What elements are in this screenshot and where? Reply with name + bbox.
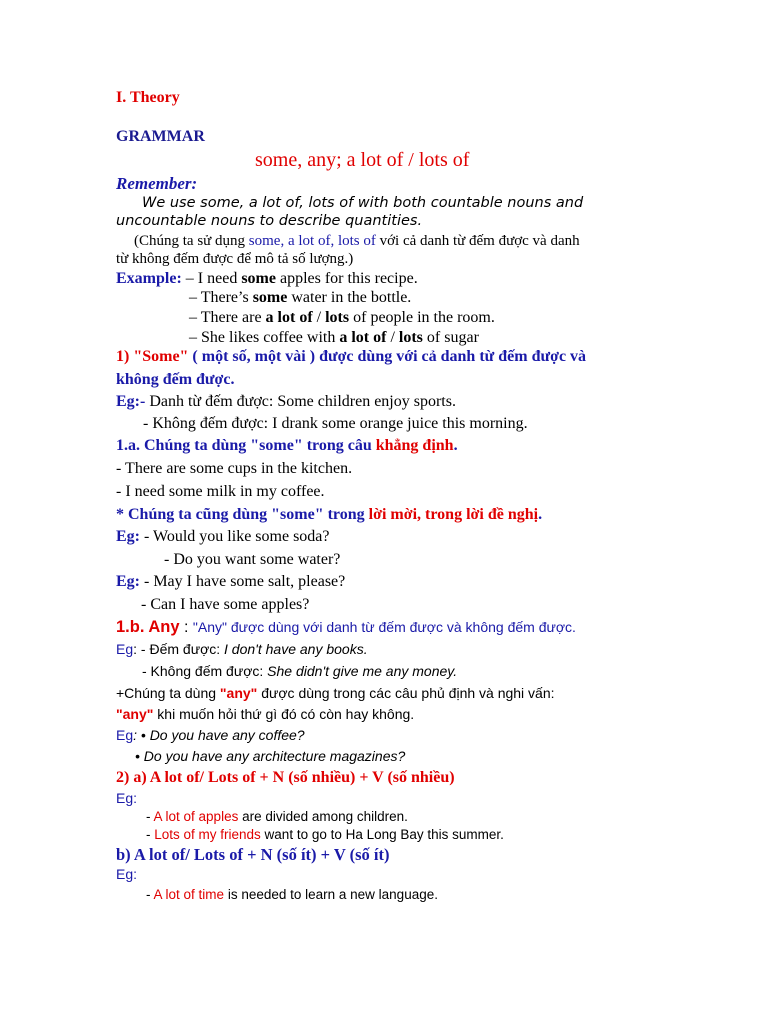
sub-1b-eg1-pre: : - Đếm được: [133,641,225,657]
sub-1b-note2-post: khi muốn hỏi thứ gì đó có còn hay không. [153,706,415,722]
sub-1b-eg-line-1 [116,641,368,657]
alot-a-ex2-post: want to go to Ha Long Bay this summer. [260,827,504,842]
invite-pre: * Chúng ta cũng dùng "some" trong [116,506,369,523]
remember-vi-suffix: với cả danh từ đếm được và danh [375,233,580,249]
sub-1b-eg3-label: Eg [116,727,134,743]
sub-1a-ex-1: - There are some cups in the kitchen. [116,460,353,477]
sub-1b-eg-line-3 [116,727,305,743]
remember-vi-line-1 [134,233,580,250]
remember-vi-prefix: (Chúng ta sử dụng [134,233,249,249]
remember-vi-terms: some, a lot of, lots of [248,233,376,249]
invite-eg-label: Eg: [116,528,140,545]
example-line-4 [189,329,479,347]
alot-b-heading: b) A lot of/ Lots of + N (số ít) + V (số ít) [116,845,390,864]
invite-eg3-label: Eg: [116,573,140,590]
sub-1a-highlight: khẳng định [375,437,454,454]
alot-a-heading [116,769,455,787]
example-3-post: of people in the room. [349,309,495,326]
grammar-title: some, any; a lot of / lots of [255,149,470,171]
alot-a-ex2-kw: Lots of my friends [154,827,261,842]
example-2-keyword: some [252,289,288,306]
grammar-label: GRAMMAR [116,128,205,145]
alot-b-ex1-post: is needed to learn a new language. [224,887,438,902]
sub-1a-heading [116,437,458,455]
example-line-3 [189,309,495,327]
example-4-pre: – She likes coffee with [189,329,340,346]
alot-a-num: 2) a) [116,769,147,786]
some-eg-label: Eg:- [116,393,146,410]
sub-1b-eg-line-2 [142,663,457,679]
sub-1b-note-post: được dùng trong các câu phủ định và nghi vấn: [257,685,555,701]
example-line-2 [189,289,411,307]
invite-eg-line-3 [116,573,345,591]
invite-eg-3: - May I have some salt, please? [140,573,346,590]
alot-a-ex1-kw: A lot of apples [153,809,239,824]
remember-line-1: We use some, a lot of, lots of with both countable nouns and [142,195,584,211]
alot-a-ex-1: - A lot of apples are divided among children. [146,809,408,824]
example-1-keyword: some [241,270,276,287]
sub-1b-note-pre: +Chúng ta dùng [116,685,220,701]
example-1-pre: – I need [181,270,242,287]
sub-1b-note-kw: "any" [219,685,258,701]
sub-1b-eg-3: : • Do you have any coffee? [133,727,305,743]
sub-1b-note-1 [116,685,555,701]
sub-1a-text: 1.a. Chúng ta dùng "some" trong câu [116,437,376,454]
example-2-post: water in the bottle. [287,289,412,306]
example-3-pre: – There are [189,309,266,326]
example-3-keyword-2: lots [325,309,350,326]
alot-a-formula: A lot of/ Lots of + N (số nhiều) + V (số nhiều) [146,769,455,786]
sub-1b-eg-4: • Do you have any architecture magazines? [135,748,406,764]
example-4-post: of sugar [422,329,479,346]
sub-1b-note2-kw: "any" [116,706,154,722]
example-label: Example: [116,270,182,287]
example-4-keyword-2: lots [398,329,423,346]
alot-a-ex1-post: are divided among children. [238,809,408,824]
example-4-keyword-1: a lot of [339,329,387,346]
alot-b-eg-label: Eg: [116,866,138,882]
alot-a-eg-label: Eg: [116,790,138,806]
sub-1a-end: . [453,437,458,454]
sub-1b-note-2 [116,706,414,722]
invite-highlight: lời mời, trong lời đề nghị [368,506,539,523]
invite-eg-2: - Do you want some water? [164,551,341,568]
alot-b-ex1-kw: A lot of time [153,887,225,902]
some-heading-rest: ( một số, một vài ) được dùng với cả danh từ đếm được và [188,348,587,365]
example-line-1 [116,270,418,288]
sub-1b-eg2-pre: - Không đếm được: [142,663,268,679]
example-3-keyword-1: a lot of [265,309,313,326]
sub-1b-label: 1.b. Any [116,618,180,636]
some-heading-num: 1) [116,348,134,365]
some-heading-line-2: không đếm được. [116,371,235,388]
alot-b-ex-1: - A lot of time is needed to learn a new language. [146,887,438,902]
sub-1b-heading [116,618,576,637]
section-heading-theory: I. Theory [116,89,180,106]
invite-eg-1: - Would you like some soda? [140,528,330,545]
remember-label: Remember: [116,174,198,193]
some-heading-term: "Some" [133,348,189,365]
invite-eg-4: - Can I have some apples? [141,596,310,613]
sub-1b-colon: : [179,619,193,636]
invite-heading [116,506,542,524]
some-heading [116,348,586,366]
remember-vi-line-2: từ không đếm được để mô tả số lượng.) [116,251,354,267]
sub-1a-ex-2: - I need some milk in my coffee. [116,483,325,500]
sub-1b-eg-label: Eg [116,641,134,657]
sub-1b-eg1-ex: I don't have any books. [224,641,368,657]
sub-1b-desc: "Any" được dùng với danh từ đếm được và không đếm được. [192,619,576,635]
some-eg-line-1 [116,393,456,411]
invite-end: . [538,506,543,523]
sub-1b-eg2-ex: She didn't give me any money. [267,663,458,679]
example-2-pre: – There’s [189,289,253,306]
some-eg-2: - Không đếm được: I drank some orange juice this morning. [143,415,528,432]
invite-eg-line-1 [116,528,330,546]
remember-line-2: uncountable nouns to describe quantities. [116,213,423,229]
alot-a-ex-2: - Lots of my friends want to go to Ha Long Bay this summer. [146,827,504,842]
some-eg-1: Danh từ đếm được: Some children enjoy sports. [145,393,456,410]
example-1-post: apples for this recipe. [275,270,418,287]
example-4-mid: / [386,329,399,346]
example-3-mid: / [312,309,326,326]
